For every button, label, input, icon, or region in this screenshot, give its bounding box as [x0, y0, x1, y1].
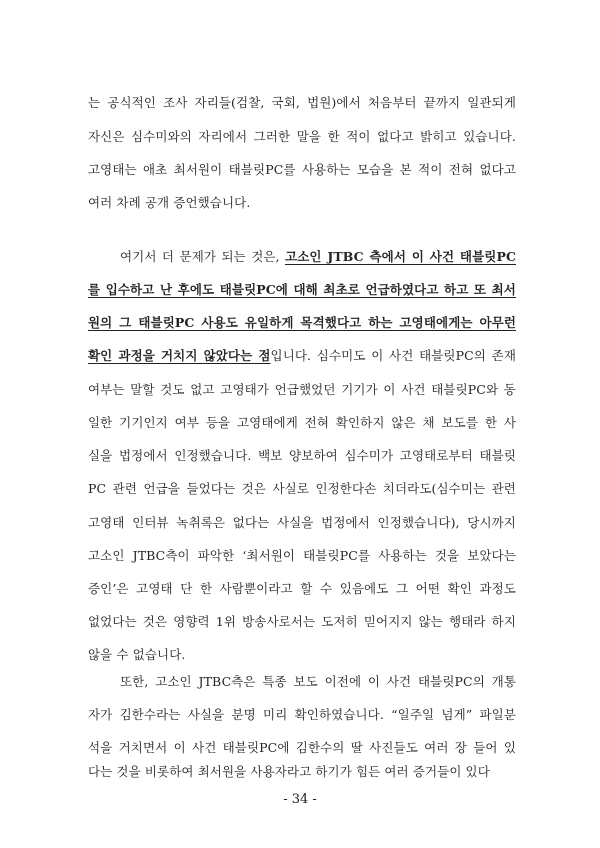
- paragraph-2-line-3: [88, 313, 516, 333]
- text-segment: PC 관련 언급을 들었다는 것은 사실로 인정한다손 치더라도(심수미는 관련: [88, 481, 516, 496]
- text-segment: 일한 기기인지 여부 등을 고영태에게 전혀 확인하지 않은 채 보도를 한 사: [88, 415, 516, 430]
- paragraph-2-line-9: [88, 513, 516, 533]
- text-segment: 없었다는 것은 영향력 1위 방송사로서는 도저히 믿어지지 않는 행태라 하지: [88, 614, 516, 629]
- emphasized-text: 확인 과정을 거치지 않았다는 점: [88, 348, 271, 363]
- paragraph-1-line-4: [88, 193, 516, 213]
- emphasized-text: 원의 그 태블릿PC 사용도 유일하게 목격했다고 하는 고영태에게는 아무런: [88, 315, 516, 330]
- text-segment: 고영태 인터뷰 녹취록은 없다는 사실을 법정에서 인정했습니다), 당시까지: [88, 515, 516, 530]
- paragraph-2-line-6: [88, 413, 516, 433]
- text-segment: 여부는 말할 것도 없고 고영태가 언급했었던 기기가 이 사건 태블릿PC와 동: [88, 382, 516, 397]
- paragraph-2-line-13: [88, 645, 516, 665]
- paragraph-2-line-12: [88, 612, 516, 632]
- text-segment: 고소인 JTBC측이 파악한 ‘최서원이 태블릿PC를 사용하는 것을 보았다는: [88, 548, 516, 563]
- paragraph-2-line-1: [120, 247, 516, 267]
- paragraph-2-line-8: [88, 479, 516, 499]
- text-segment: 또한, 고소인 JTBC측은 특종 보도 이전에 이 사건 태블릿PC의 개통: [120, 674, 516, 689]
- paragraph-2-line-2: [88, 280, 516, 300]
- paragraph-1-line-2: [88, 127, 516, 147]
- paragraph-1-line-1: [88, 93, 516, 113]
- text-segment: 실을 법정에서 인정했습니다. 백보 양보하여 심수미가 고영태로부터 태블릿: [88, 448, 516, 463]
- text-segment: 입니다. 심수미도 이 사건 태블릿PC의 존재: [270, 348, 516, 363]
- paragraph-3-line-1: [120, 672, 516, 692]
- paragraph-1-line-3: [88, 160, 516, 180]
- paragraph-3-line-2: [88, 705, 516, 725]
- paragraph-2-line-5: [88, 380, 516, 400]
- paragraph-3-line-3: [88, 738, 516, 758]
- paragraph-2-line-7: [88, 446, 516, 466]
- emphasized-text: 고소인 JTBC 측에서 이 사건 태블릿PC: [285, 249, 516, 264]
- text-segment: 고영태는 애초 최서원이 태블릿PC를 사용하는 모습을 본 적이 전혀 없다고: [88, 162, 516, 177]
- paragraph-2-line-4: [88, 346, 516, 366]
- text-segment: 는 공식적인 조사 자리들(검찰, 국회, 법원)에서 처음부터 끝까지 일관되게: [88, 95, 516, 110]
- text-segment: 증인’은 고영태 단 한 사람뿐이라고 할 수 있음에도 그 어떤 확인 과정도: [88, 581, 516, 596]
- text-segment: 석을 거치면서 이 사건 태블릿PC에 김한수의 딸 사진들도 여러 장 들어 있: [88, 740, 516, 755]
- text-segment: 여러 차례 공개 증언했습니다.: [88, 195, 251, 210]
- paragraph-3-line-4: [88, 762, 516, 782]
- paragraph-2-line-10: [88, 546, 516, 566]
- paragraph-2-line-11: [88, 579, 516, 599]
- page-number: - 34 -: [283, 792, 317, 807]
- emphasized-text: 를 입수하고 난 후에도 태블릿PC에 대해 최초로 언급하였다고 하고 또 최서: [88, 282, 516, 297]
- text-segment: 자신은 심수미와의 자리에서 그러한 말을 한 적이 없다고 밝히고 있습니다.: [88, 129, 516, 144]
- text-segment: 다는 것을 비롯하여 최서원을 사용자라고 하기가 힘든 여러 증거들이 있다: [88, 764, 490, 779]
- text-segment: 자가 김한수라는 사실을 분명 미리 확인하였습니다. “일주일 넘게” 파일분: [88, 707, 516, 722]
- text-segment: 여기서 더 문제가 되는 것은,: [120, 249, 286, 264]
- text-segment: 않을 수 없습니다.: [88, 647, 186, 662]
